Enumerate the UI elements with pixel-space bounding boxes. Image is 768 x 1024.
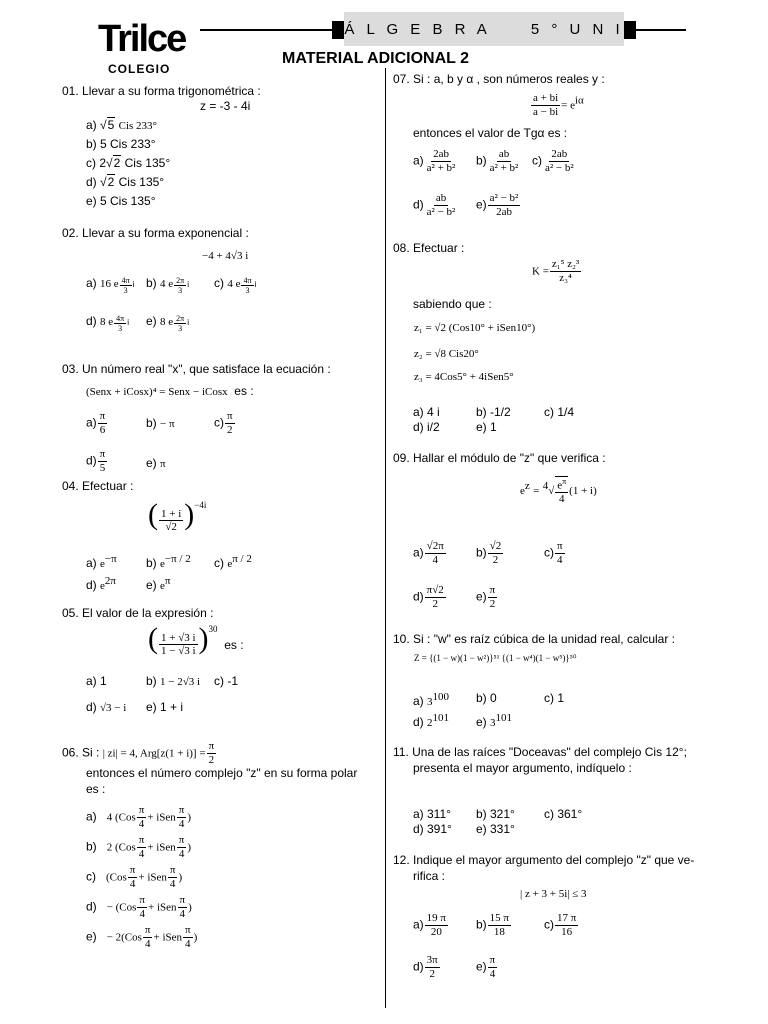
- q02-option-c: c) 4 e $\frac{4\pi}{3}$ i: [214, 276, 257, 296]
- q10-option-b: b) 0: [476, 691, 497, 705]
- q10-option-d: d) $2^{101}$: [413, 712, 450, 729]
- q10-option-c: c) 1: [544, 691, 565, 705]
- q08-option-a: a) 4 i: [413, 405, 440, 419]
- q12-option-a: a) $\frac{19 \pi}{20}$: [413, 912, 446, 938]
- q03-equation: (Senx + iCosx)⁴ = Senx − iCosx es :: [86, 384, 254, 398]
- q10-stem: 10. Si : "w" es raíz cúbica de la unidad real, calcular :: [393, 632, 675, 646]
- q08-stem: 08. Efectuar :: [393, 241, 465, 255]
- q09-equation: $e^z = ^4√$ $\frac{e^\pi}{4}$ (1 + i): [520, 477, 597, 506]
- q07-equation: $\frac{a + bi}{a - bi}$ = $e^{i\alpha}$: [533, 92, 584, 118]
- q09-option-d: d) $\frac{\pi√2}{2}$: [413, 584, 444, 610]
- q10-option-a: a) $3^{100}$: [413, 691, 450, 708]
- q12-condition: | z + 3 + 5i| ≤ 3: [520, 888, 587, 900]
- q01-option-d: d) √2 Cis 135°: [86, 175, 165, 189]
- q08-z2: z₂ = √8 Cis20°: [414, 348, 479, 360]
- q04-stem: 04. Efectuar :: [62, 479, 134, 493]
- q08-z3: z₃ = 4Cos5° + 4iSen5°: [414, 371, 514, 383]
- q07-stem: 07. Si : a, b y α , son números reales y :: [393, 72, 605, 86]
- q04-option-a: a) $e^{-\pi}$: [86, 553, 117, 570]
- q09-option-a: a) $\frac{√2\pi}{4}$: [413, 540, 444, 566]
- q04-option-c: c) $e^{\pi / 2}$: [214, 553, 252, 570]
- q11-stem-1: 11. Una de las raíces "Doceavas" del complejo Cis 12°;: [393, 745, 687, 759]
- q06-text-1: entonces el número complejo "z" en su forma polar: [86, 766, 358, 780]
- q02-option-e: e) 8 e $\frac{2\pi}{3}$ i: [146, 314, 189, 334]
- q08-option-d: d) i/2: [413, 420, 440, 434]
- column-divider: [385, 68, 386, 1008]
- q05-option-c: c) -1: [214, 674, 238, 688]
- q08-sabiendo: sabiendo que :: [413, 297, 492, 311]
- logo: Trilce: [98, 18, 186, 60]
- header-tab: [332, 21, 344, 39]
- q08-option-b: b) -1/2: [476, 405, 511, 419]
- q05-stem: 05. El valor de la expresión :: [62, 606, 214, 620]
- page-title: MATERIAL ADICIONAL 2: [282, 50, 469, 67]
- q06-option-d: d) − (Cos $\frac{\pi}{4}$ + iSen $\frac{\pi}{4}$ ): [86, 894, 192, 920]
- q05-option-e: e) 1 + i: [146, 700, 184, 714]
- q08-z1: z₁ = √2 (Cos10° + iSen10°): [414, 322, 536, 334]
- q07-option-d: d) $\frac{ab}{\text{a² − b²}}$: [413, 192, 456, 218]
- q12-stem-1: 12. Indique el mayor argumento del complejo "z" que ve-: [393, 853, 695, 867]
- q12-option-c: c) $\frac{17 \pi}{16}$: [544, 912, 577, 938]
- q05-option-b: b) 1 − 2√3 i: [146, 674, 201, 688]
- q12-option-d: d) $\frac{3\pi}{2}$: [413, 954, 438, 980]
- q01-option-c: c) 2√2 Cis 135°: [86, 156, 171, 170]
- q09-option-e: e) $\frac{\pi}{2}$: [476, 584, 496, 610]
- q03-option-a: a) $\frac{\pi}{6}$: [86, 410, 106, 436]
- q09-option-c: c) $\frac{\pi}{4}$: [544, 540, 563, 566]
- q11-option-c: c) 361°: [544, 807, 583, 821]
- q02-option-b: b) 4 e $\frac{2\pi}{3}$ i: [146, 276, 189, 296]
- q07-option-b: b) $\frac{ab}{\text{a² + b²}}$: [476, 148, 519, 174]
- header-line-left: [200, 29, 336, 31]
- q01-option-e: e) 5 Cis 135°: [86, 194, 156, 208]
- q07-option-e: e) $\frac{\text{a² − b²}}{2ab}$: [476, 192, 519, 218]
- q02-option-a: a) 16 e $\frac{4\pi}{3}$ i: [86, 276, 135, 296]
- subject-box: Á L G E B R A 5 ° U N I: [344, 12, 624, 46]
- q06-text-2: es :: [86, 782, 106, 796]
- q06-stem: 06. Si : | zi| = 4, Arg[z(1 + i)] = $\frac{\pi}{2}$: [62, 740, 215, 766]
- q08-formula: K = $\frac{\text{z₁⁵ z₂³}}{\text{z₃⁴}}$: [532, 258, 580, 284]
- q12-option-b: b) $\frac{15 \pi}{18}$: [476, 912, 509, 938]
- q03-option-d: d) $\frac{\pi}{5}$: [86, 448, 106, 474]
- q01-option-a: a) √5 Cis 233°: [86, 118, 157, 132]
- q12-option-e: e) $\frac{\pi}{4}$: [476, 954, 496, 980]
- q10-option-e: e) $3^{101}$: [476, 712, 513, 729]
- q04-option-e: e) $e^\pi$: [146, 575, 171, 592]
- q03-option-e: e) π: [146, 456, 166, 470]
- q09-option-b: b) $\frac{√2}{2}$: [476, 540, 502, 566]
- q02-stem: 02. Llevar a su forma exponencial :: [62, 226, 249, 240]
- q06-option-e: e) − 2(Cos $\frac{\pi}{4}$ + iSen $\frac{\pi}{4}$ ): [86, 924, 198, 950]
- q01-option-b: b) 5 Cis 233°: [86, 137, 156, 151]
- header-tab-right: [624, 21, 636, 39]
- q01-stem: 01. Llevar a su forma trigonométrica :: [62, 84, 261, 98]
- q03-option-c: c) $\frac{\pi}{2}$: [214, 410, 233, 436]
- q11-option-e: e) 331°: [476, 822, 515, 836]
- q11-option-d: d) 391°: [413, 822, 452, 836]
- q08-option-e: e) 1: [476, 420, 497, 434]
- q12-stem-2: rifica :: [413, 869, 446, 883]
- q04-option-b: b) $e^{-\pi / 2}$: [146, 553, 191, 570]
- q06-option-b: b) 2 (Cos $\frac{\pi}{4}$ + iSen $\frac{\pi}{4}$ ): [86, 834, 192, 860]
- q05-option-d: d) √3 − i: [86, 700, 127, 714]
- header-line-right: [636, 29, 686, 31]
- q05-option-a: a) 1: [86, 674, 107, 688]
- q06-option-c: c) (Cos $\frac{\pi}{4}$ + iSen $\frac{\pi}{4}$ ): [86, 864, 183, 890]
- q01-expr: z = -3 - 4i: [200, 99, 251, 113]
- q09-stem: 09. Hallar el módulo de "z" que verifica :: [393, 451, 606, 465]
- q03-stem: 03. Un número real "x", que satisface la ecuación :: [62, 362, 331, 376]
- logo-subtitle: COLEGIO: [108, 62, 171, 76]
- q04-option-d: d) $e^{2\pi}$: [86, 575, 116, 592]
- q03-option-b: b) − π: [146, 416, 175, 430]
- q07-option-a: a) $\frac{2ab}{\text{a² + b²}}$: [413, 148, 456, 174]
- q07-option-c: c) $\frac{2ab}{\text{a² − b²}}$: [532, 148, 574, 174]
- q11-stem-2: presenta el mayor argumento, indíquelo :: [413, 761, 632, 775]
- q11-option-b: b) 321°: [476, 807, 515, 821]
- q05-expression: ( $\frac{1 + √3 i}{1 - √3 i}$ )$^{30}$ es :: [148, 622, 244, 658]
- q02-option-d: d) 8 e $\frac{4\pi}{3}$ i: [86, 314, 129, 334]
- q10-expression: Z = {(1 − w)(1 − w²)}⁵¹ {(1 − w⁴)(1 − w⁵)}⁵⁰: [414, 653, 577, 663]
- q02-expr: −4 + 4√3 i: [202, 250, 249, 262]
- q07-text: entonces el valor de Tgα es :: [413, 126, 568, 140]
- q06-option-a: a) 4 (Cos $\frac{\pi}{4}$ + iSen $\frac{\pi}{4}$ ): [86, 804, 192, 830]
- q11-option-a: a) 311°: [413, 807, 451, 821]
- q04-expression: ( $\frac{1 + i}{√2}$ )$^{-4i}$: [148, 498, 207, 534]
- q08-option-c: c) 1/4: [544, 405, 575, 419]
